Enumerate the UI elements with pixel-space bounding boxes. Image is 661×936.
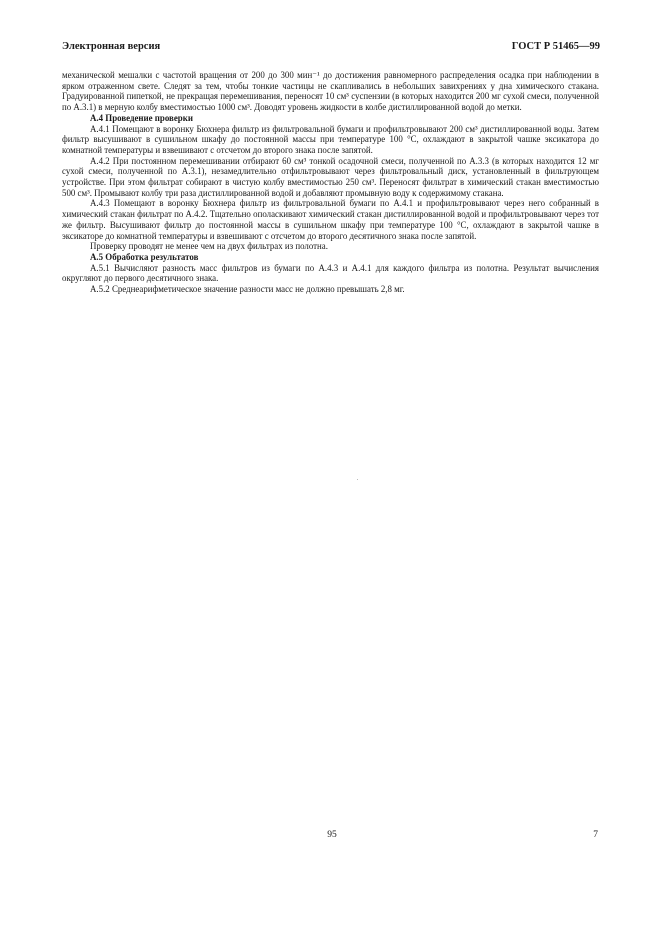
paragraph-a4-1: А.4.1 Помещают в воронку Бюхнера фильтр из фильтровальной бумаги и профильтровывают 200 см³ дистиллированной воды. Затем фильтр высушивают в сушильном шкафу до постоянной массы при температуре 100 °С, охлаждают в закрытой чашке эксикатора до комнатной температуры и взвешивают с отсчетом до второго знака после запятой. (62, 123, 599, 155)
header-edition-label: Электронная версия (62, 41, 161, 52)
paragraph-a4-2: А.4.2 При постоянном перемешивании отбирают 60 см³ тонкой осадочной смеси, полученной по А.3.3 (в которых находится 12 мг сухой смеси, полученной по А.3.1), незамедлительно отфильтровывают через фильтровальный диск, установленный в фильтрующем устройстве. При этом фильтрат собирают в чистую колбу вместимостью 250 см³. Переносят фильтрат в химический стакан вместимостью 500 см³. Промывают колбу три раза дистиллированной водой и добавляют промывную воду к содержимому стакана. (62, 155, 599, 198)
header-standard-number: ГОСТ Р 51465—99 (511, 41, 600, 52)
section-heading-a5: А.5 Обработка результатов (90, 251, 199, 262)
document-body (62, 70, 599, 295)
sheet-number: 7 (593, 830, 598, 840)
page-number: 95 (327, 830, 337, 840)
paragraph-a4-3: А.4.3 Помещают в воронку Бюхнера фильтр из фильтровальной бумаги по А.4.1 и профильтровывают через него собранный в химический стакан фильтрат по А.4.2. Тщательно ополаскивают химический стакан дистиллированной водой и профильтровывают через тот же фильтр. Высушивают фильтр до постоянной массы в сушильном шкафу при температуре 100 °С, охлаждают в закрытой чашке в эксикаторе до комнатной температуры и взвешивают с отсчетом до второго десятичного знака после запятой. (62, 198, 599, 241)
paragraph-a5-2: А.5.2 Среднеарифметическое значение разности масс не должно превышать 2,8 мг. (90, 284, 405, 295)
scan-speck (357, 479, 358, 480)
paragraph-continuation: механической мешалки с частотой вращения от 200 до 300 мин⁻¹ до достижения равномерного распределения осадка при наблюдении в ярком отраженном свете. Следят за тем, чтобы тонкие частицы не скапливались в небольших завихрениях у дна химического стакана. Градуированной пипеткой, не прекращая перемешивания, переносят 10 см³ суспензии (в которых находится 200 мг сухой смеси, полученной по А.3.1) в мерную колбу вместимостью 1000 см³. Доводят уровень жидкости в колбе дистиллированной водой до метки. (62, 70, 599, 113)
section-heading-a4: А.4 Проведение проверки (90, 112, 193, 123)
paragraph-check-note: Проверку проводят не менее чем на двух фильтрах из полотна. (90, 241, 328, 252)
paragraph-a5-1: А.5.1 Вычисляют разность масс фильтров из бумаги по А.4.3 и А.4.1 для каждого фильтра из полотна. Результат вычисления округляют до первого десятичного знака. (62, 262, 599, 284)
